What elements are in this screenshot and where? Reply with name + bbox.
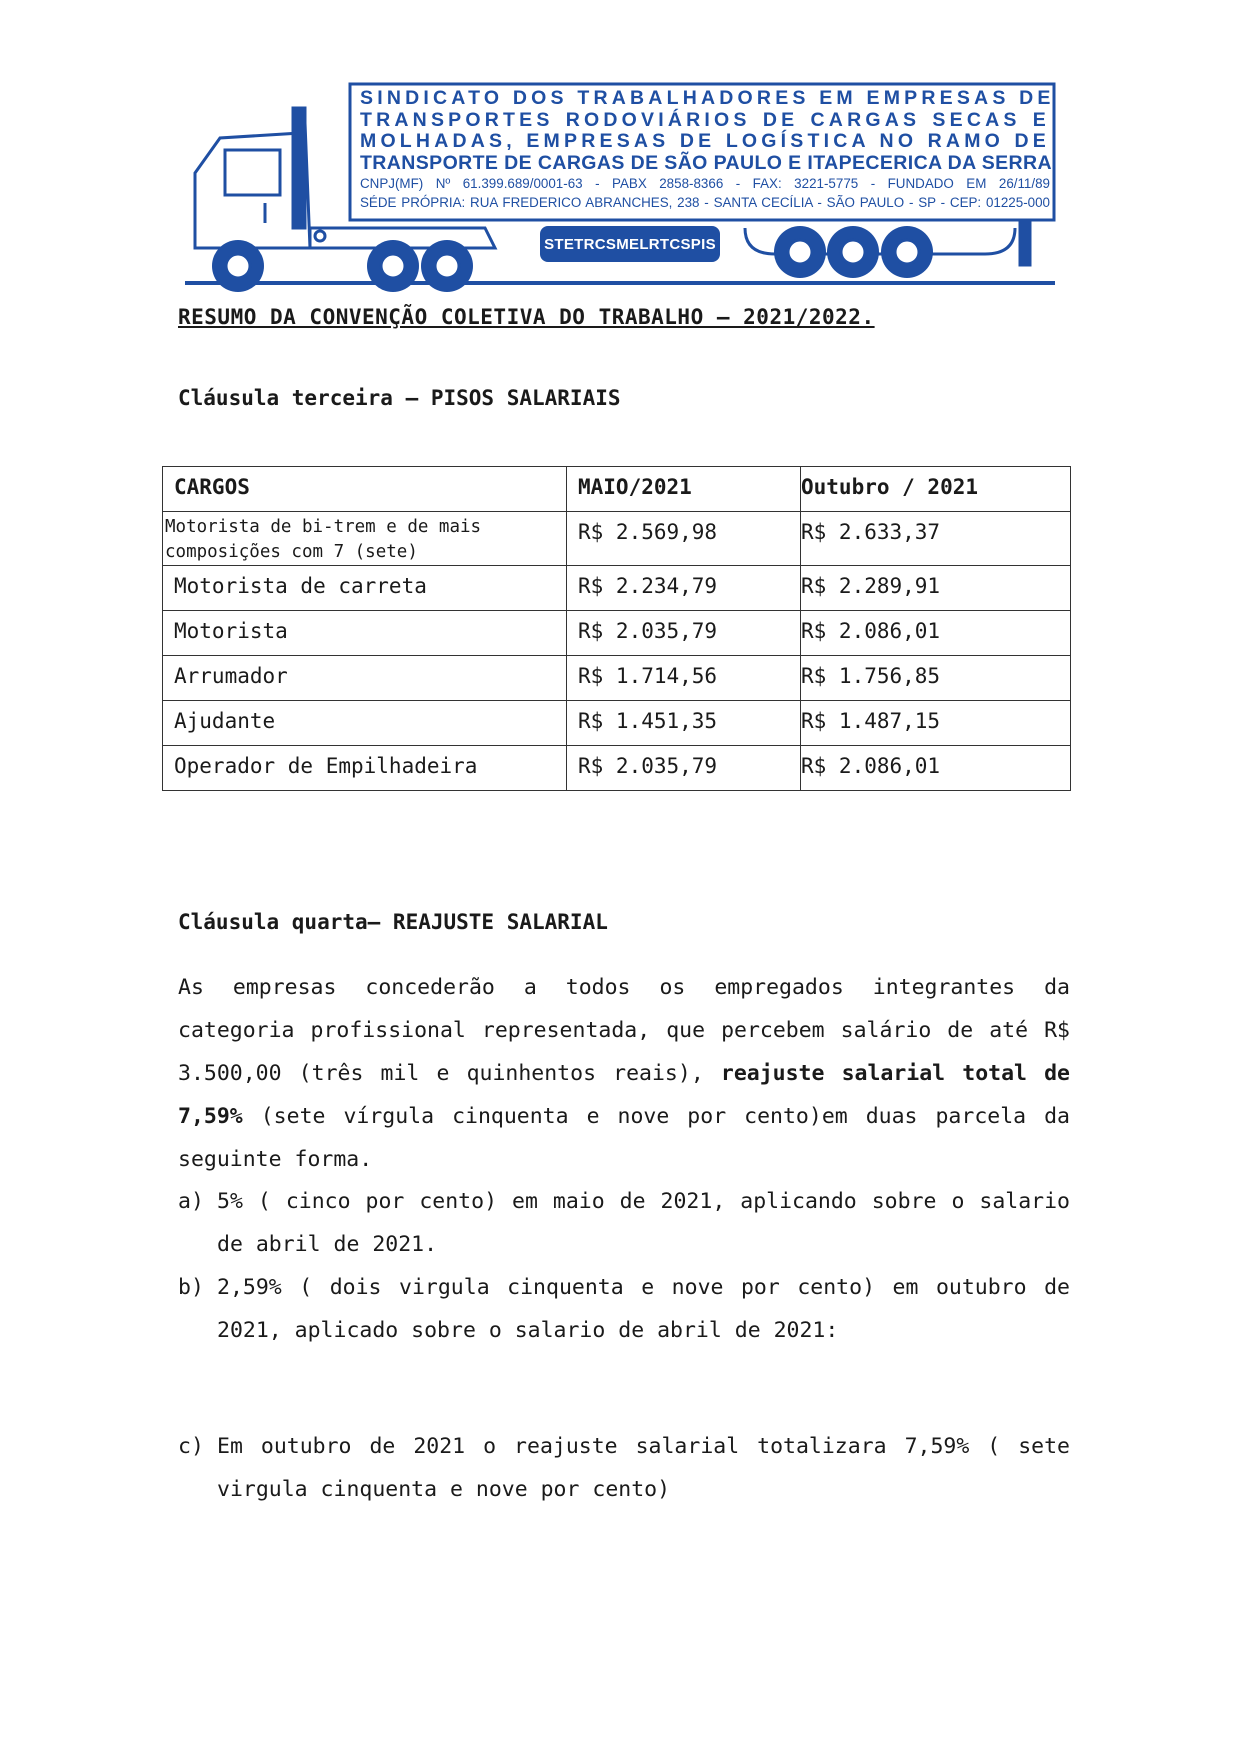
clause3-title: Cláusula terceira – PISOS SALARIAIS — [178, 386, 621, 410]
cell-cargo: Operador de Empilhadeira — [163, 746, 567, 791]
cell-outubro: R$ 2.086,01 — [801, 746, 1071, 791]
table-row — [163, 746, 1071, 791]
list-item-text: Em outubro de 2021 o reajuste salarial totalizara 7,59% ( sete virgula cinquenta e nove por cento) — [217, 1434, 1070, 1502]
cell-maio: R$ 2.569,98 — [567, 512, 801, 566]
union-acronym-plate: STETRCSMELRTCSPIS — [540, 226, 720, 262]
cell-maio: R$ 2.234,79 — [567, 566, 801, 611]
cell-cargo: Motorista de bi-trem e de mais composições com 7 (sete) — [163, 512, 567, 566]
table-row — [163, 656, 1071, 701]
cell-cargo: Arrumador — [163, 656, 567, 701]
clause4-paragraph — [178, 966, 1070, 1181]
header-cargos: CARGOS — [163, 467, 567, 512]
adjustment-list — [178, 1180, 1070, 1352]
paragraph-end: (sete vírgula cinquenta e nove por cento)em duas parcela da seguinte forma. — [178, 1104, 1070, 1172]
cell-maio: R$ 1.714,56 — [567, 656, 801, 701]
letterhead — [185, 78, 1065, 293]
salary-floor-table — [162, 466, 1071, 791]
cell-outubro: R$ 1.756,85 — [801, 656, 1071, 701]
union-name-line-1: SINDICATO DOS TRABALHADORES EM EMPRESAS DE — [360, 87, 1055, 109]
list-item — [178, 1266, 1070, 1352]
header-outubro-2021: Outubro / 2021 — [801, 467, 1071, 512]
union-contact-line: CNPJ(MF) Nº 61.399.689/0001-63 - PABX 2858-8366 - FAX: 3221-5775 - FUNDADO EM 26/11/89 — [360, 176, 1050, 191]
union-name-line-4: TRANSPORTE DE CARGAS DE SÃO PAULO E ITAPECERICA DA SERRA — [360, 151, 1052, 174]
cell-outubro: R$ 2.289,91 — [801, 566, 1071, 611]
union-name-line-3: MOLHADAS, EMPRESAS DE LOGÍSTICA NO RAMO DE — [360, 130, 1050, 152]
paragraph-start: As empresas concederão a todos os empregados integrantes da categoria profissional representada, que percebem salário de até R$ 3.500,00 (três mil e quinhentos reais), — [178, 975, 1070, 1086]
table-row — [163, 566, 1071, 611]
list-marker: b) — [178, 1275, 204, 1300]
cell-cargo: Motorista — [163, 611, 567, 656]
union-name-line-2: TRANSPORTES RODOVIÁRIOS DE CARGAS SECAS E — [360, 108, 1050, 131]
cell-outubro: R$ 2.633,37 — [801, 512, 1071, 566]
table-row — [163, 512, 1071, 566]
list-item-text: 5% ( cinco por cento) em maio de 2021, aplicando sobre o salario de abril de 2021. — [217, 1189, 1070, 1257]
list-marker: c) — [178, 1434, 204, 1459]
cell-outubro: R$ 2.086,01 — [801, 611, 1071, 656]
header-maio-2021: MAIO/2021 — [567, 467, 801, 512]
list-item — [178, 1425, 1070, 1511]
table-header-row — [163, 467, 1071, 512]
adjustment-total — [178, 1425, 1070, 1511]
cell-maio: R$ 2.035,79 — [567, 611, 801, 656]
union-name — [360, 87, 1055, 212]
paragraph-bold: reajuste salarial total de 7,59% — [178, 1061, 1070, 1129]
cell-maio: R$ 1.451,35 — [567, 701, 801, 746]
union-address-line: SÉDE PRÓPRIA: RUA FREDERICO ABRANCHES, 238 - SANTA CECÍLIA - SÃO PAULO - SP - CEP: 01225-000 — [360, 195, 1050, 210]
table-row — [163, 701, 1071, 746]
list-marker: a) — [178, 1189, 204, 1214]
list-item — [178, 1180, 1070, 1266]
cell-cargo: Motorista de carreta — [163, 566, 567, 611]
document-title: RESUMO DA CONVENÇÃO COLETIVA DO TRABALHO – 2021/2022. — [178, 305, 875, 329]
clause4-title: Cláusula quarta– REAJUSTE SALARIAL — [178, 910, 608, 934]
cell-maio: R$ 2.035,79 — [567, 746, 801, 791]
table-row — [163, 611, 1071, 656]
list-item-text: 2,59% ( dois virgula cinquenta e nove por cento) em outubro de 2021, aplicado sobre o salario de abril de 2021: — [217, 1275, 1070, 1343]
cell-outubro: R$ 1.487,15 — [801, 701, 1071, 746]
cell-cargo: Ajudante — [163, 701, 567, 746]
